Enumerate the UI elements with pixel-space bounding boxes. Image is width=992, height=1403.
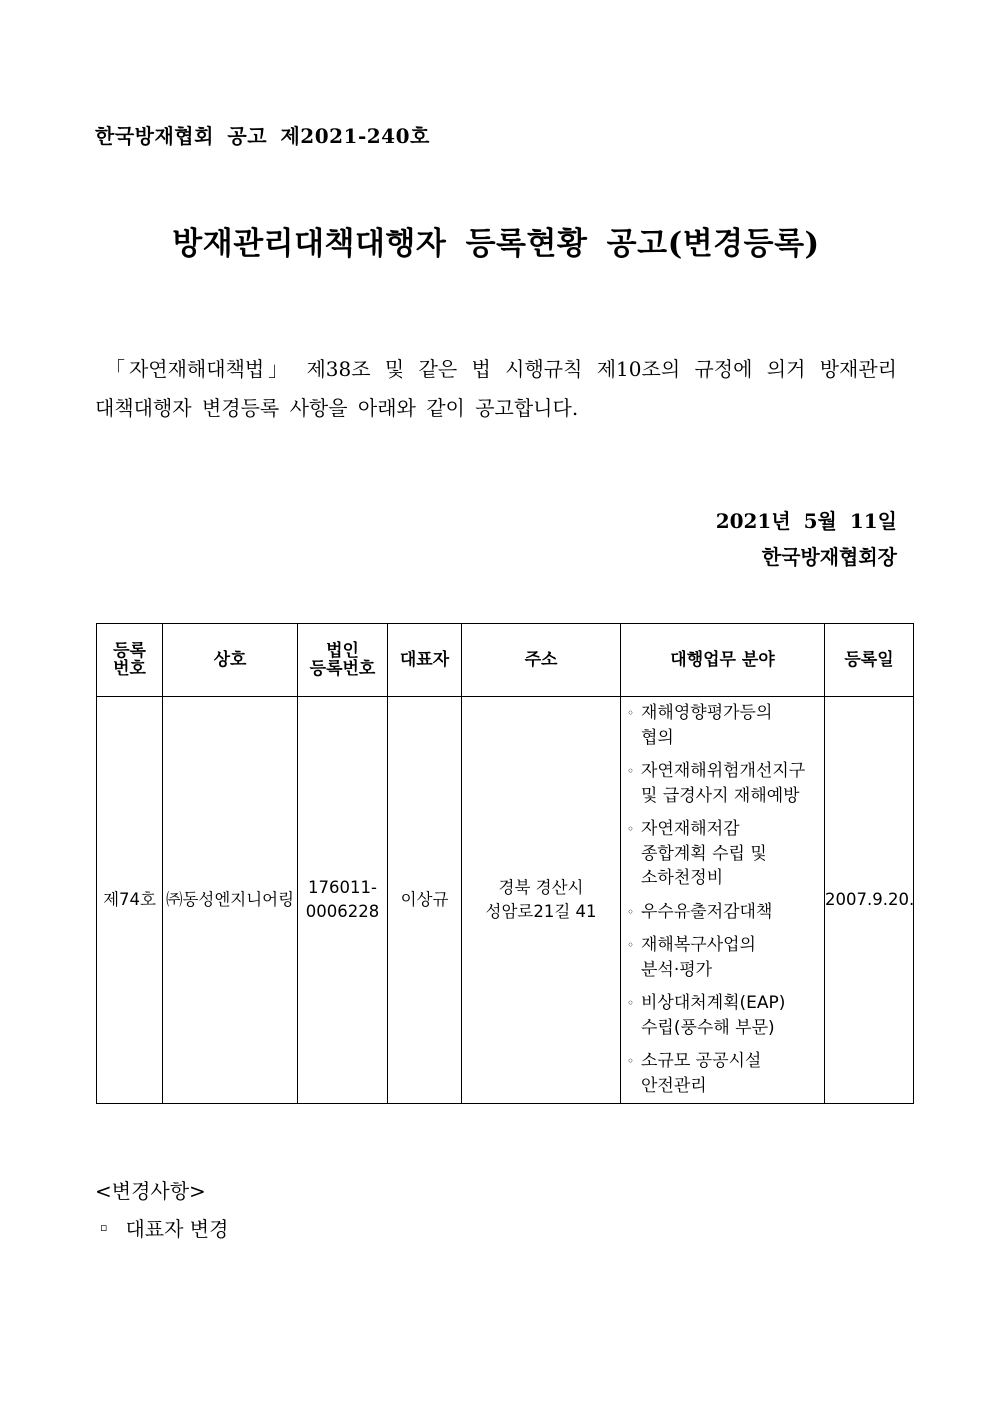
notice-number: 한국방재협회 공고 제2021-240호 xyxy=(95,124,430,148)
cell-company: ㈜동성엔지니어링 xyxy=(163,697,298,1104)
field-line: 안전관리 xyxy=(641,1075,707,1096)
document-title: 방재관리대책대행자 등록현황 공고(변경등록) xyxy=(172,226,820,262)
field-line: 자연재해위험개선지구 xyxy=(641,761,806,781)
header-corp-no-line1: 법인 xyxy=(326,641,359,661)
field-item xyxy=(627,991,824,1040)
field-line: 종합계획 수립 및 xyxy=(641,843,767,864)
field-line: 자연재해저감 xyxy=(641,819,740,839)
change-text: 대표자 변경 xyxy=(125,1217,229,1241)
header-fields: 대행업무 분야 xyxy=(621,624,825,697)
table-header-row xyxy=(97,624,914,697)
field-text xyxy=(641,701,824,750)
field-item xyxy=(627,900,824,925)
table-row xyxy=(97,697,914,1104)
header-address: 주소 xyxy=(462,624,621,697)
address-line1: 경북 경산시 xyxy=(498,878,584,897)
change-item xyxy=(100,1213,228,1242)
field-line: 재해영향평가등의 xyxy=(641,703,773,723)
field-line: 수립(풍수해 부문) xyxy=(641,1017,775,1038)
header-representative: 대표자 xyxy=(388,624,462,697)
header-corp-no xyxy=(298,624,388,697)
bullet-icon: ◦ xyxy=(627,938,635,952)
field-text xyxy=(641,759,824,808)
field-item xyxy=(627,701,824,750)
cell-reg-no: 제74호 xyxy=(97,697,163,1104)
field-line: 협의 xyxy=(641,727,674,748)
address-line2: 성암로21길 41 xyxy=(485,902,597,921)
field-item xyxy=(627,759,824,808)
bullet-icon: ◦ xyxy=(627,1054,635,1068)
corp-no-line1: 176011- xyxy=(308,878,377,897)
cell-representative: 이상규 xyxy=(388,697,462,1104)
corp-no-line2: 0006228 xyxy=(305,902,380,921)
field-item xyxy=(627,1049,824,1098)
bullet-icon: ◦ xyxy=(627,904,635,919)
field-item xyxy=(627,933,824,982)
field-line: 및 급경사지 재해예방 xyxy=(641,785,800,806)
bullet-icon: ◦ xyxy=(627,996,635,1010)
header-reg-no-line2: 번호 xyxy=(113,659,146,679)
bullet-icon: ◦ xyxy=(627,706,635,720)
field-line: 소규모 공공시설 xyxy=(641,1051,762,1071)
field-line: 비상대처계획(EAP) xyxy=(641,993,786,1013)
field-text xyxy=(641,933,824,982)
bullet-icon: ◦ xyxy=(627,822,635,836)
header-reg-date: 등록일 xyxy=(825,624,914,697)
bullet-icon: ◦ xyxy=(627,764,635,778)
square-bullet-icon: ▫ xyxy=(100,1221,108,1234)
body-line-2: 대책대행자 변경등록 사항을 아래와 같이 공고합니다. xyxy=(95,396,579,420)
cell-corp-no xyxy=(298,697,388,1104)
header-company: 상호 xyxy=(163,624,298,697)
field-text xyxy=(641,817,824,891)
field-line: 분석·평가 xyxy=(641,959,713,980)
issuer-name: 한국방재협회장 xyxy=(761,545,897,569)
cell-reg-date: 2007.9.20. xyxy=(825,697,914,1104)
body-paragraph xyxy=(95,350,897,428)
field-line: 소하천정비 xyxy=(641,868,724,888)
header-reg-no xyxy=(97,624,163,697)
field-text xyxy=(641,900,824,925)
field-text xyxy=(641,991,824,1040)
header-reg-no-line1: 등록 xyxy=(113,641,146,661)
header-corp-no-line2: 등록번호 xyxy=(309,659,376,679)
field-text xyxy=(641,1049,824,1098)
field-item xyxy=(627,817,824,891)
cell-fields xyxy=(621,697,825,1104)
field-line: 우수유출저감대책 xyxy=(641,901,773,922)
changes-heading: <변경사항> xyxy=(95,1179,206,1203)
body-line-1: 「자연재해대책법」 제38조 및 같은 법 시행규칙 제10조의 규정에 의거 방재관리 xyxy=(105,357,897,381)
field-line: 재해복구사업의 xyxy=(641,935,756,955)
cell-address xyxy=(462,697,621,1104)
registration-table xyxy=(96,623,914,1104)
announcement-date: 2021년 5월 11일 xyxy=(715,509,897,533)
